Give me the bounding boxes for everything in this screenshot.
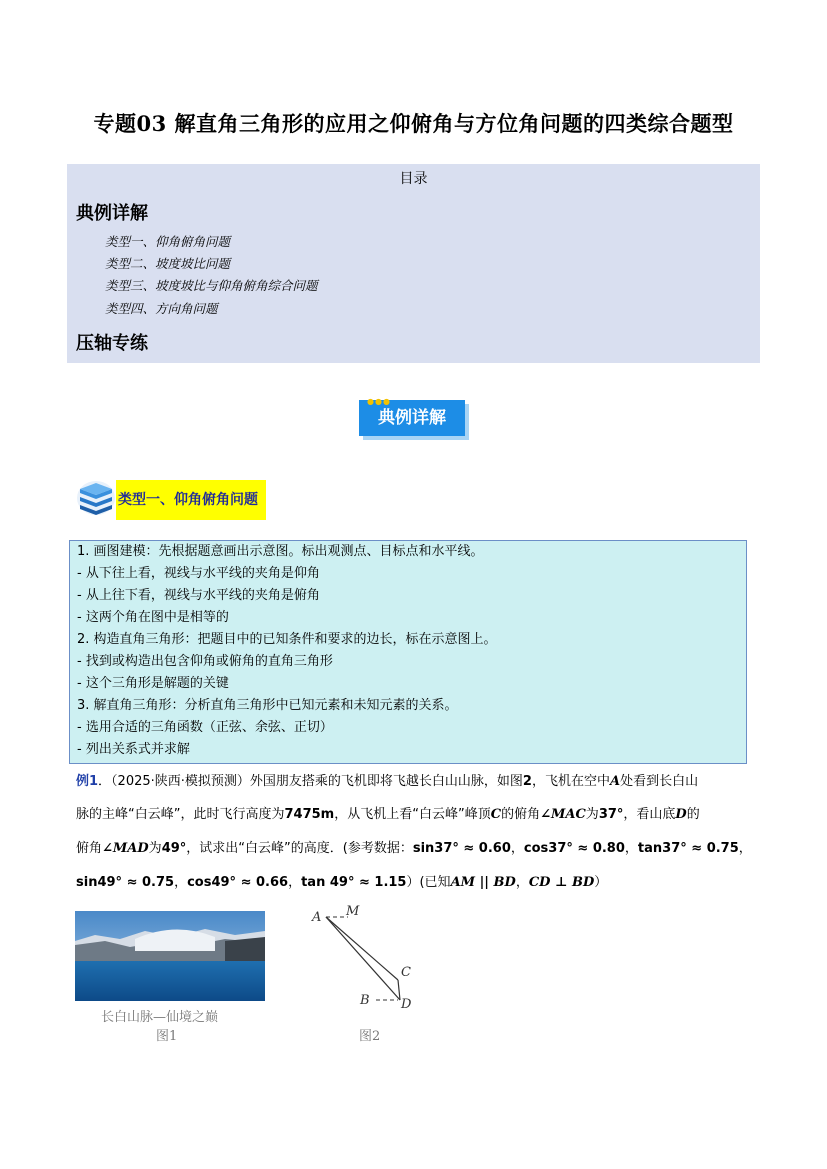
label-c: C bbox=[401, 965, 411, 980]
example-text: 的俯角 bbox=[501, 807, 541, 822]
toc-item-type4[interactable]: 类型四、方向角问题 bbox=[105, 301, 218, 316]
badge-dots-decoration: ●●● bbox=[367, 397, 391, 406]
method-summary-box bbox=[69, 540, 747, 764]
method-line: 1. 画图建模：先根据题意画出示意图。标出观测点、目标点和水平线。 bbox=[77, 544, 484, 559]
section-badge-label: 典例详解 bbox=[378, 408, 446, 428]
toc-item-type1[interactable]: 类型一、仰角俯角问题 bbox=[105, 234, 231, 249]
method-line: - 这个三角形是解题的关键 bbox=[77, 676, 229, 691]
line-cd bbox=[398, 980, 400, 1000]
ref-cos49: cos49° ≈ 0.66 bbox=[187, 875, 289, 890]
angle-value-49: 49° bbox=[161, 841, 187, 856]
label-m: M bbox=[346, 904, 360, 919]
example-label: 例1 bbox=[76, 774, 99, 789]
example-text: ）(已知 bbox=[406, 875, 451, 890]
figure2-caption: 图2 bbox=[359, 1029, 381, 1044]
example-text: 为 bbox=[585, 807, 599, 822]
ref-cos37: cos37° ≈ 0.80 bbox=[523, 841, 625, 856]
example-text: 脉的主峰“白云峰”，此时飞行高度为 bbox=[76, 807, 285, 822]
line-ad bbox=[326, 917, 400, 1000]
flight-height: 7475m bbox=[284, 807, 335, 822]
example-source: ．（2025·陕西·模拟预测）外国朋友搭乘的飞机即将飞越长白山山脉，如图 bbox=[98, 774, 523, 789]
triangle-diagram bbox=[308, 900, 418, 1015]
angle-value-37: 37° bbox=[598, 807, 624, 822]
method-line: 2. 构造直角三角形：把题目中的已知条件和要求的边长，标在示意图上。 bbox=[77, 632, 497, 647]
condition-parallel: AM || BD bbox=[450, 875, 516, 890]
mountain-lake-photo bbox=[75, 911, 265, 1001]
ref-tan49: tan 49° ≈ 1.15 bbox=[301, 875, 407, 890]
toc-item-type3[interactable]: 类型三、坡度坡比与仰角俯角综合问题 bbox=[105, 278, 318, 293]
example-line-2 bbox=[76, 803, 700, 822]
example-line-4: sin49° ≈ 0.75，cos49° ≈ 0.66，tan 49° ≈ 1.15）(已知AM || BD，CD ⊥ BD） bbox=[76, 875, 608, 890]
ref-tan37: tan37° ≈ 0.75 bbox=[637, 841, 739, 856]
point-c: C bbox=[490, 807, 502, 822]
example-text: ，试求出“白云峰”的高度．(参考数据： bbox=[186, 841, 413, 856]
example-text: ，飞机在空中 bbox=[531, 774, 610, 789]
angle-mad: ∠MAD bbox=[102, 841, 149, 856]
figure1-caption: 长白山脉—仙境之巅 bbox=[101, 1010, 219, 1025]
toc-label: 目录 bbox=[399, 171, 428, 187]
example-text: 的 bbox=[686, 807, 700, 822]
stacked-books-icon bbox=[76, 480, 116, 516]
angle-mac: ∠MAC bbox=[540, 807, 586, 822]
type1-heading: 类型一、仰角俯角问题 bbox=[116, 480, 266, 520]
method-line: - 这两个角在图中是相等的 bbox=[77, 610, 229, 625]
figure-ref: 2 bbox=[522, 774, 532, 789]
label-d: D bbox=[401, 997, 412, 1012]
example-line-3: 俯角∠MAD为49°，试求出“白云峰”的高度．(参考数据：sin37° ≈ 0.60，cos37° ≈ 0.80，tan37° ≈ 0.75， bbox=[76, 841, 752, 856]
example-text: ，看山底 bbox=[623, 807, 676, 822]
label-a: A bbox=[312, 910, 322, 925]
example-text: ，从飞机上看“白云峰”峰顶 bbox=[334, 807, 491, 822]
toc-heading-examples[interactable]: 典例详解 bbox=[76, 203, 148, 224]
line-ac bbox=[326, 917, 398, 980]
example-text: ） bbox=[594, 875, 608, 890]
toc-item-type2[interactable]: 类型二、坡度坡比问题 bbox=[105, 256, 231, 271]
example-text: 俯角 bbox=[76, 841, 103, 856]
example-text: 处看到长白山 bbox=[620, 774, 699, 789]
table-of-contents bbox=[67, 164, 760, 363]
ref-sin49: sin49° ≈ 0.75 bbox=[76, 875, 175, 890]
example-line-1 bbox=[76, 770, 698, 789]
point-a: A bbox=[609, 774, 621, 789]
figure1-number: 图1 bbox=[156, 1029, 178, 1044]
method-line: - 从上往下看，视线与水平线的夹角是俯角 bbox=[77, 588, 320, 603]
section-badge bbox=[359, 397, 471, 442]
page-title: 专题03 解直角三角形的应用之仰俯角与方位角问题的四类综合题型 bbox=[93, 111, 734, 136]
example-text: 为 bbox=[148, 841, 162, 856]
ref-sin37: sin37° ≈ 0.60 bbox=[412, 841, 511, 856]
method-line: 3. 解直角三角形：分析直角三角形中已知元素和未知元素的关系。 bbox=[77, 698, 458, 713]
point-d: D bbox=[675, 807, 687, 822]
label-b: B bbox=[360, 993, 370, 1008]
method-line: - 选用合适的三角函数（正弦、余弦、正切） bbox=[77, 720, 333, 735]
method-line: - 列出关系式并求解 bbox=[77, 742, 190, 757]
method-line: - 从下往上看，视线与水平线的夹角是仰角 bbox=[77, 566, 320, 581]
condition-perpendicular: CD ⊥ BD bbox=[528, 875, 595, 890]
method-line: - 找到或构造出包含仰角或俯角的直角三角形 bbox=[77, 654, 333, 669]
toc-heading-practice[interactable]: 压轴专练 bbox=[76, 333, 148, 354]
